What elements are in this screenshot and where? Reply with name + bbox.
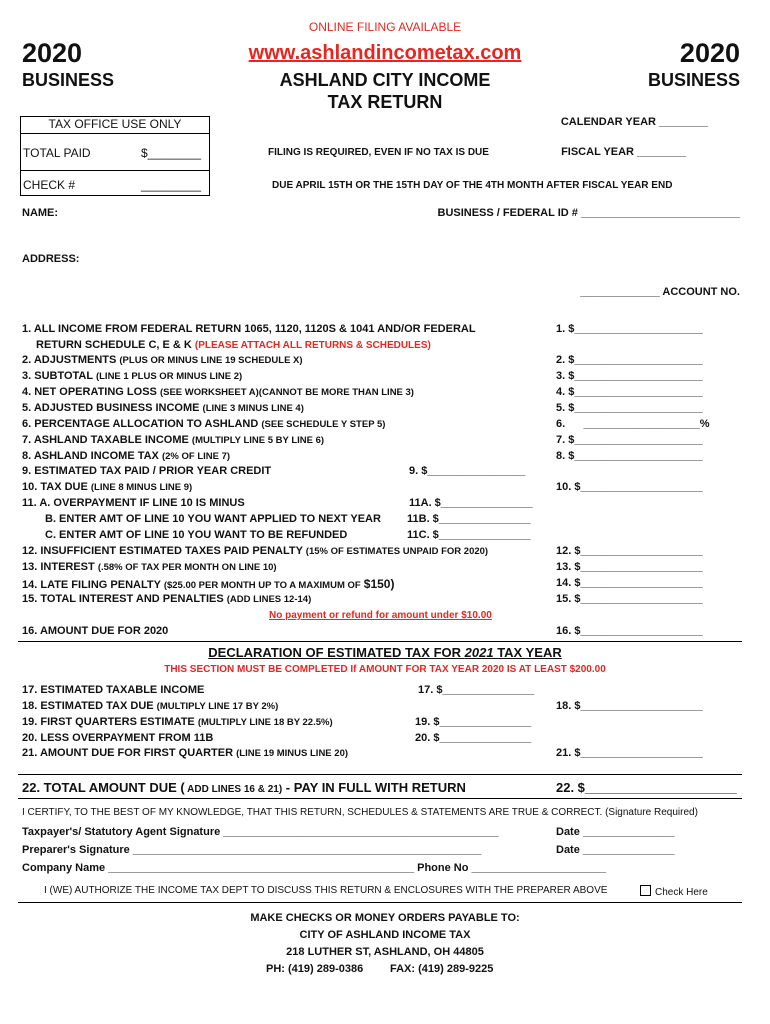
line-3-row [22,370,242,382]
line-1-amount[interactable]: 1. $_____________________ [556,323,703,335]
line-2-label: 2. ADJUSTMENTS [22,354,117,366]
form-title-line2: TAX RETURN [327,92,443,112]
business-label-right: BUSINESS [647,70,740,90]
line-19-note: (MULTIPLY LINE 18 BY 22.5%) [197,717,333,728]
line-19-row [22,716,333,728]
line-11b-amount[interactable]: 11B. $_______________ [407,513,531,525]
line-12-row [22,545,488,557]
filing-required-note: FILING IS REQUIRED, EVEN IF NO TAX IS DUE [268,147,489,158]
payable-address: 218 LUTHER ST, ASHLAND, OH 44805 [286,946,484,958]
line-1-continued [36,339,431,351]
line-15-label: 15. TOTAL INTEREST AND PENALTIES [22,593,224,605]
check-number-field[interactable]: _________ [141,178,202,192]
check-here-label: Check Here [655,887,708,898]
website-link[interactable]: www.ashlandincometax.com [248,42,522,64]
line-14-row [22,577,394,591]
payable-name: CITY OF ASHLAND INCOME TAX [299,929,471,941]
online-filing-note: ONLINE FILING AVAILABLE [308,20,462,34]
line-8-label: 8. ASHLAND INCOME TAX [22,450,159,462]
total-paid-field[interactable]: $________ [141,146,202,160]
company-phone-field[interactable]: Company Name __________________________________________________ Phone No ______________________ [22,862,607,874]
checkbox-icon[interactable] [640,885,651,896]
line-7-note: (MULTIPLY LINE 5 BY LINE 6) [191,435,325,446]
line-13-label: 13. INTEREST [22,561,95,573]
line-14-amount[interactable]: 14. $____________________ [556,577,703,589]
line-6-percentage[interactable]: 6. ___________________% [556,418,710,430]
line-13-row [22,561,277,573]
due-date-note: DUE APRIL 15TH OR THE 15TH DAY OF THE 4TH MONTH AFTER FISCAL YEAR END [272,180,673,191]
line-15-amount[interactable]: 15. $____________________ [556,593,703,605]
line-20-label: 20. LESS OVERPAYMENT FROM 11B [22,732,214,744]
section-divider [18,774,742,775]
section-divider [18,641,742,642]
line-19-amount[interactable]: 19. $_______________ [415,716,532,728]
certification-statement: I CERTIFY, TO THE BEST OF MY KNOWLEDGE, THAT THIS RETURN, SCHEDULES & STATEMENTS ARE TRUE & CORRECT. (Signature Required) [22,807,698,818]
line-2-note: (PLUS OR MINUS LINE 19 SCHEDULE X) [119,355,303,366]
business-label-left: BUSINESS [22,70,115,90]
declaration-heading-suffix: TAX YEAR [493,645,562,660]
line-5-label: 5. ADJUSTED BUSINESS INCOME [22,402,200,414]
line-11a-amount[interactable]: 11A. $_______________ [409,497,533,509]
declaration-heading-text: DECLARATION OF ESTIMATED TAX FOR [208,645,465,660]
line-8-amount[interactable]: 8. $_____________________ [556,450,703,462]
line-1-schedules: RETURN SCHEDULE C, E & K [36,339,192,351]
total-paid-label: TOTAL PAID [23,146,91,160]
line-15-note: (ADD LINES 12-14) [226,594,312,605]
line-11b-label: B. ENTER AMT OF LINE 10 YOU WANT APPLIED TO NEXT YEAR [45,513,381,525]
line-7-row [22,434,324,446]
line-4-label: 4. NET OPERATING LOSS [22,386,157,398]
account-number-field[interactable]: _____________ ACCOUNT NO. [580,286,740,298]
line-9-amount[interactable]: 9. $________________ [409,465,526,477]
tax-office-box [20,116,210,196]
declaration-heading [0,645,770,660]
taxpayer-signature-field[interactable]: Taxpayer's/ Statutory Agent Signature _____________________________________________ [22,826,499,838]
line-21-note: (LINE 19 MINUS LINE 20) [236,748,349,759]
section-divider [18,798,742,799]
line-8-row [22,450,230,462]
preparer-signature-field[interactable]: Preparer's Signature _________________________________________________________ [22,844,482,856]
line-3-amount[interactable]: 3. $_____________________ [556,370,703,382]
calendar-year-field[interactable]: CALENDAR YEAR ________ [560,116,708,128]
line-16-label: 16. AMOUNT DUE FOR 2020 [22,625,169,637]
line-11c-amount[interactable]: 11C. $_______________ [407,529,531,541]
line-18-row [22,700,278,712]
line-18-amount[interactable]: 18. $____________________ [556,700,703,712]
line-19-label: 19. FIRST QUARTERS ESTIMATE [22,716,195,728]
line-7-amount[interactable]: 7. $_____________________ [556,434,703,446]
line-5-row [22,402,304,414]
tax-year-left: 2020 [22,38,83,68]
payable-heading: MAKE CHECKS OR MONEY ORDERS PAYABLE TO: [250,912,520,924]
line-3-label: 3. SUBTOTAL [22,370,93,382]
line-10-label: 10. TAX DUE [22,481,88,493]
line-1-label: 1. ALL INCOME FROM FEDERAL RETURN 1065, 1120, 1120S & 1041 AND/OR FEDERAL [22,323,476,335]
line-11a-label: 11. A. OVERPAYMENT IF LINE 10 IS MINUS [22,497,245,509]
office-phone: PH: (419) 289-0386 [266,963,364,975]
line-13-amount[interactable]: 13. $____________________ [556,561,703,573]
tax-year-right: 2020 [679,38,740,68]
line-22-amount[interactable]: 22. $_____________________ [556,780,737,795]
line-14-label: 14. LATE FILING PENALTY [22,579,161,591]
authorization-statement: I (WE) AUTHORIZE THE INCOME TAX DEPT TO DISCUSS THIS RETURN & ENCLOSURES WITH THE PREPARER ABOVE [44,885,608,896]
line-4-amount[interactable]: 4. $_____________________ [556,386,703,398]
line-18-note: (MULTIPLY LINE 17 BY 2%) [156,701,279,712]
line-5-note: (LINE 3 MINUS LINE 4) [202,403,304,414]
line-3-note: (LINE 1 PLUS OR MINUS LINE 2) [95,371,243,382]
line-21-label: 21. AMOUNT DUE FOR FIRST QUARTER [22,747,234,759]
line-22-row [22,780,466,795]
section-divider [18,902,742,903]
line-10-row [22,481,192,493]
office-divider [21,133,209,134]
office-fax: FAX: (419) 289-9225 [390,963,494,975]
line-13-note: (.58% OF TAX PER MONTH ON LINE 10) [97,562,277,573]
line-16-amount[interactable]: 16. $____________________ [556,625,703,637]
line-6-label: 6. PERCENTAGE ALLOCATION TO ASHLAND [22,418,259,430]
line-12-note: (15% OF ESTIMATES UNPAID FOR 2020) [305,546,489,557]
form-title-line1: ASHLAND CITY INCOME [279,70,491,90]
line-1-attach-note: (PLEASE ATTACH ALL RETURNS & SCHEDULES) [194,340,431,351]
minimum-amount-note: No payment or refund for amount under $10.00 [269,610,492,621]
line-2-amount[interactable]: 2. $_____________________ [556,354,703,366]
address-label: ADDRESS: [22,253,80,265]
check-number-label: CHECK # [23,178,76,192]
line-11c-label: C. ENTER AMT OF LINE 10 YOU WANT TO BE REFUNDED [45,529,348,541]
fiscal-year-field[interactable]: FISCAL YEAR ________ [561,146,686,158]
office-divider [21,170,209,171]
line-14-max: $150) [363,577,395,591]
line-7-label: 7. ASHLAND TAXABLE INCOME [22,434,189,446]
federal-id-field[interactable]: BUSINESS / FEDERAL ID # __________________________ [437,207,740,219]
check-here-option[interactable] [640,885,708,898]
line-6-note: (SEE SCHEDULE Y STEP 5) [261,419,386,430]
line-12-amount[interactable]: 12. $____________________ [556,545,703,557]
line-17-label: 17. ESTIMATED TAXABLE INCOME [22,684,205,696]
line-21-row [22,747,348,759]
line-18-label: 18. ESTIMATED TAX DUE [22,700,154,712]
line-4-note: (SEE WORKSHEET A)(CANNOT BE MORE THAN LINE 3) [159,387,414,398]
line-22-label: 22. TOTAL AMOUNT DUE ( [22,780,185,795]
declaration-requirement-note: THIS SECTION MUST BE COMPLETED If AMOUNT FOR TAX YEAR 2020 IS AT LEAST $200.00 [164,664,606,675]
line-22-pay-in-full: - PAY IN FULL WITH RETURN [282,780,466,795]
line-5-amount[interactable]: 5. $_____________________ [556,402,703,414]
taxpayer-date-field[interactable]: Date _______________ [556,826,675,838]
line-17-amount[interactable]: 17. $_______________ [418,684,535,696]
line-6-row [22,418,385,430]
name-label: NAME: [22,207,59,219]
line-10-note: (LINE 8 MINUS LINE 9) [90,482,193,493]
line-2-row [22,354,303,366]
line-4-row [22,386,414,398]
line-10-amount[interactable]: 10. $____________________ [556,481,703,493]
line-22-note: ADD LINES 16 & 21) [184,784,283,795]
line-15-row [22,593,311,605]
preparer-date-field[interactable]: Date _______________ [556,844,675,856]
line-8-note: (2% OF LINE 7) [161,451,231,462]
line-20-amount[interactable]: 20. $_______________ [415,732,532,744]
declaration-year: 2021 [464,645,494,660]
line-14-note: ($25.00 PER MONTH UP TO A MAXIMUM OF [163,580,361,591]
line-12-label: 12. INSUFFICIENT ESTIMATED TAXES PAID PENALTY [22,545,303,557]
office-heading: TAX OFFICE USE ONLY [48,117,182,131]
line-21-amount[interactable]: 21. $____________________ [556,747,703,759]
line-9-label: 9. ESTIMATED TAX PAID / PRIOR YEAR CREDIT [22,465,272,477]
